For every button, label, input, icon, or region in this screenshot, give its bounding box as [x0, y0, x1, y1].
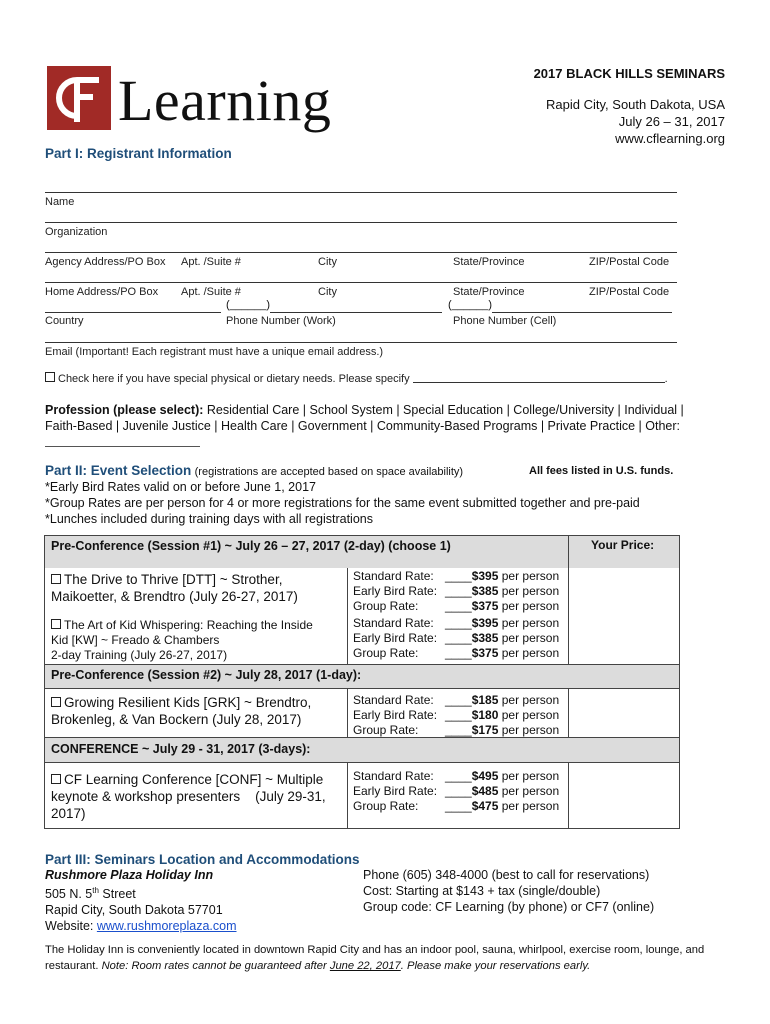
per-person: per person: [501, 616, 560, 630]
country-label: Country: [45, 315, 84, 327]
per-person: per person: [501, 769, 560, 783]
rate-amount: $395: [471, 616, 499, 630]
per-person: per person: [501, 599, 560, 613]
event-dates: July 26 – 31, 2017: [618, 114, 725, 129]
cf-logo-icon: [47, 66, 111, 130]
part1-heading: Part I: Registrant Information: [45, 146, 232, 161]
desc-note: Note: Room rates cannot be guaranteed after: [101, 960, 330, 972]
part2-heading-row: [45, 463, 463, 478]
hotel-phone: Phone (605) 348-4000 (best to call for reservations): [363, 868, 650, 882]
per-person: per person: [501, 584, 560, 598]
logo-wordmark: Learning: [118, 68, 332, 133]
agency-state-label: State/Province: [453, 256, 525, 268]
col-divider-2: [347, 689, 348, 737]
session2-title: Pre-Conference (Session #2) ~ July 28, 2017 (1-day):: [51, 668, 362, 682]
event-kw-rates: [353, 616, 559, 661]
event-kw-line2: Kid [KW] ~ Freado & Chambers: [51, 633, 220, 647]
hotel-group-code: Group code: CF Learning (by phone) or CF7 (online): [363, 900, 655, 914]
price-blank[interactable]: ____: [445, 784, 472, 798]
conference-bar: [45, 737, 679, 763]
per-person: per person: [501, 693, 560, 707]
hotel-desc-line1: The Holiday Inn is conveniently located in downtown Rapid City and has an indoor pool, sauna, whirlpool, exercise room, lounge, and: [45, 944, 705, 956]
event-kw[interactable]: [51, 618, 313, 663]
hotel-street: [45, 883, 237, 902]
cell-phone-field[interactable]: [492, 312, 672, 313]
conference-title: CONFERENCE ~ July 29 - 31, 2017 (3-days):: [51, 742, 311, 756]
event-title: 2017 BLACK HILLS SEMINARS: [533, 66, 725, 81]
rate-label: Standard Rate:: [353, 616, 434, 630]
name-label: Name: [45, 196, 75, 208]
price-blank[interactable]: ____: [445, 599, 472, 613]
event-conf-line3: 2017): [51, 806, 86, 821]
event-grk-line2: Brokenleg, & Van Bockern (July 28, 2017): [51, 712, 302, 727]
rate-row: [353, 616, 559, 631]
home-apt-label: Apt. /Suite #: [181, 286, 241, 298]
rate-amount: $185: [471, 693, 499, 707]
event-conf-line2: keynote & workshop presenters (July 29-31,: [51, 789, 326, 804]
rate-amount: $180: [471, 708, 499, 722]
event-kw-line3: 2-day Training (July 26-27, 2017): [51, 648, 228, 662]
rate-label: Early Bird Rate:: [353, 784, 438, 798]
country-field[interactable]: [45, 312, 221, 313]
logo-mark: [47, 66, 111, 130]
rate-label: Group Rate:: [353, 646, 419, 660]
rate-row: [353, 784, 559, 799]
cell-phone-paren: (______): [448, 299, 493, 311]
rate-label: Group Rate:: [353, 599, 419, 613]
rate-label: Standard Rate:: [353, 693, 434, 707]
price-blank[interactable]: ____: [445, 708, 472, 722]
rate-label: Early Bird Rate:: [353, 584, 438, 598]
organization-field[interactable]: [45, 222, 677, 223]
hotel-website-label: Website:: [45, 919, 97, 934]
per-person: per person: [501, 784, 560, 798]
event-grk[interactable]: [51, 694, 311, 728]
special-needs-checkbox[interactable]: [45, 372, 55, 382]
rate-row: [353, 631, 559, 646]
event-kw-line1: The Art of Kid Whispering: Reaching the Inside: [64, 618, 313, 632]
event-dtt-checkbox[interactable]: [51, 574, 61, 584]
email-field[interactable]: [45, 342, 677, 343]
event-dtt[interactable]: [51, 571, 298, 605]
fees-note: All fees listed in U.S. funds.: [529, 465, 674, 477]
price-blank[interactable]: ____: [445, 569, 472, 583]
hotel-city: Rapid City, South Dakota 57701: [45, 903, 223, 918]
name-field[interactable]: [45, 192, 677, 193]
event-grk-rates: [353, 693, 559, 738]
rate-amount: $475: [471, 799, 499, 813]
session1-title: Pre-Conference (Session #1) ~ July 26 – 27, 2017 (2-day) (choose 1): [51, 539, 451, 553]
note-early-bird: *Early Bird Rates valid on or before June 1, 2017: [45, 480, 316, 494]
agency-city-label: City: [318, 256, 337, 268]
special-needs-label: Check here if you have special physical or dietary needs. Please specify: [58, 373, 410, 385]
event-conf-line1: CF Learning Conference [CONF] ~ Multiple: [64, 772, 324, 787]
price-blank[interactable]: ____: [445, 769, 472, 783]
per-person: per person: [501, 631, 560, 645]
rate-label: Early Bird Rate:: [353, 631, 438, 645]
session1-bar: [45, 536, 568, 568]
work-phone-field[interactable]: [270, 312, 442, 313]
price-blank[interactable]: ____: [445, 799, 472, 813]
rate-amount: $395: [471, 569, 499, 583]
event-conf-rates: [353, 769, 559, 814]
rate-row: [353, 769, 559, 784]
price-blank[interactable]: ____: [445, 616, 472, 630]
special-needs-field[interactable]: [413, 382, 665, 383]
rate-row: [353, 599, 559, 614]
agency-address-label: Agency Address/PO Box: [45, 256, 166, 268]
event-table: [44, 535, 680, 829]
col-divider-1: [347, 568, 348, 664]
price-blank[interactable]: ____: [445, 584, 472, 598]
agency-address-field[interactable]: [45, 252, 677, 253]
rate-amount: $375: [471, 599, 499, 613]
price-blank[interactable]: ____: [445, 723, 472, 737]
hotel-description: [45, 942, 735, 974]
part2-notes: [45, 479, 640, 527]
agency-apt-label: Apt. /Suite #: [181, 256, 241, 268]
per-person: per person: [501, 708, 560, 722]
rate-amount: $385: [471, 584, 499, 598]
desc-date: June 22, 2017: [329, 960, 401, 972]
rate-label: Standard Rate:: [353, 569, 434, 583]
work-phone-label: Phone Number (Work): [226, 315, 336, 327]
session2-bar: [45, 664, 679, 689]
rate-label: Early Bird Rate:: [353, 708, 438, 722]
event-conf-checkbox[interactable]: [51, 774, 61, 784]
special-needs-row: Check here if you have special physical or dietary needs. Please specify .: [45, 372, 668, 385]
rate-row: [353, 646, 559, 661]
rate-row: [353, 708, 559, 723]
rate-label: Standard Rate:: [353, 769, 434, 783]
per-person: per person: [501, 799, 560, 813]
note-group: *Group Rates are per person for 4 or more registrations for the same event submitted together and pre-paid: [45, 496, 640, 510]
home-address-label: Home Address/PO Box: [45, 286, 159, 298]
event-grk-checkbox[interactable]: [51, 697, 61, 707]
part3-heading: Part III: Seminars Location and Accommodations: [45, 852, 360, 867]
home-state-label: State/Province: [453, 286, 525, 298]
rate-amount: $485: [471, 784, 499, 798]
rate-label: Group Rate:: [353, 799, 419, 813]
hotel-street-number: 505 N. 5: [45, 887, 93, 902]
event-grk-line1: Growing Resilient Kids [GRK] ~ Brendtro,: [64, 695, 312, 710]
part2-heading: Part II: Event Selection: [45, 463, 192, 478]
agency-zip-label: ZIP/Postal Code: [589, 256, 670, 268]
event-location: Rapid City, South Dakota, USA: [546, 97, 725, 112]
price-blank[interactable]: ____: [445, 646, 472, 660]
event-dtt-line2: Maikoetter, & Brendtro (July 26-27, 2017): [51, 589, 298, 604]
rate-row: [353, 799, 559, 814]
rate-amount: $385: [471, 631, 499, 645]
your-price-label: Your Price:: [591, 538, 655, 552]
home-zip-label: ZIP/Postal Code: [589, 286, 670, 298]
email-label: Email (Important! Each registrant must have a unique email address.): [45, 346, 384, 358]
hotel-street-sup: th: [92, 886, 99, 895]
price-blank[interactable]: ____: [445, 631, 472, 645]
rate-amount: $375: [471, 646, 499, 660]
home-address-field[interactable]: [45, 282, 677, 283]
event-kw-checkbox[interactable]: [51, 619, 61, 629]
event-website[interactable]: www.cflearning.org: [615, 131, 725, 146]
profession-options-line1[interactable]: Residential Care | School System | Special Education | College/University | Individual |: [206, 403, 684, 417]
desc-pre: restaurant.: [45, 960, 102, 972]
event-dtt-rates: [353, 569, 559, 614]
rate-row: [353, 693, 559, 708]
note-lunch: *Lunches included during training days with all registrations: [45, 512, 373, 526]
event-dtt-line1: The Drive to Thrive [DTT] ~ Strother,: [64, 572, 283, 587]
hotel-cost: Cost: Starting at $143 + tax (single/double): [363, 884, 601, 898]
per-person: per person: [501, 646, 560, 660]
rate-row: [353, 584, 559, 599]
event-conf[interactable]: [51, 771, 326, 822]
profession-other-field[interactable]: [45, 434, 200, 447]
hotel-street-name: Street: [98, 887, 136, 902]
work-phone-paren: (______): [226, 299, 271, 311]
rate-amount: $175: [471, 723, 499, 737]
rate-row: [353, 723, 559, 738]
part2-heading-note: (registrations are accepted based on space availability): [194, 466, 464, 478]
col-divider-3: [347, 763, 348, 828]
per-person: per person: [501, 569, 560, 583]
rate-row: [353, 569, 559, 584]
hotel-address-block: [45, 867, 237, 934]
per-person: per person: [501, 723, 560, 737]
desc-post: . Please make your reservations early.: [400, 960, 591, 972]
organization-label: Organization: [45, 226, 108, 238]
home-city-label: City: [318, 286, 337, 298]
profession-block: [45, 402, 695, 451]
hotel-name: Rushmore Plaza Holiday Inn: [45, 868, 214, 882]
hotel-website-link[interactable]: www.rushmoreplaza.com: [96, 919, 237, 934]
hotel-website-row: [45, 918, 237, 934]
cell-phone-label: Phone Number (Cell): [453, 315, 557, 327]
rate-label: Group Rate:: [353, 723, 419, 737]
profession-label: Profession (please select):: [45, 403, 204, 417]
profession-options-line2[interactable]: Faith-Based | Juvenile Justice | Health Care | Government | Community-Based Programs | Private Practice | Other:: [45, 419, 681, 433]
price-blank[interactable]: ____: [445, 693, 472, 707]
rate-amount: $495: [471, 769, 499, 783]
hotel-desc-line2: [45, 958, 735, 974]
hotel-contact-block: [363, 867, 654, 915]
